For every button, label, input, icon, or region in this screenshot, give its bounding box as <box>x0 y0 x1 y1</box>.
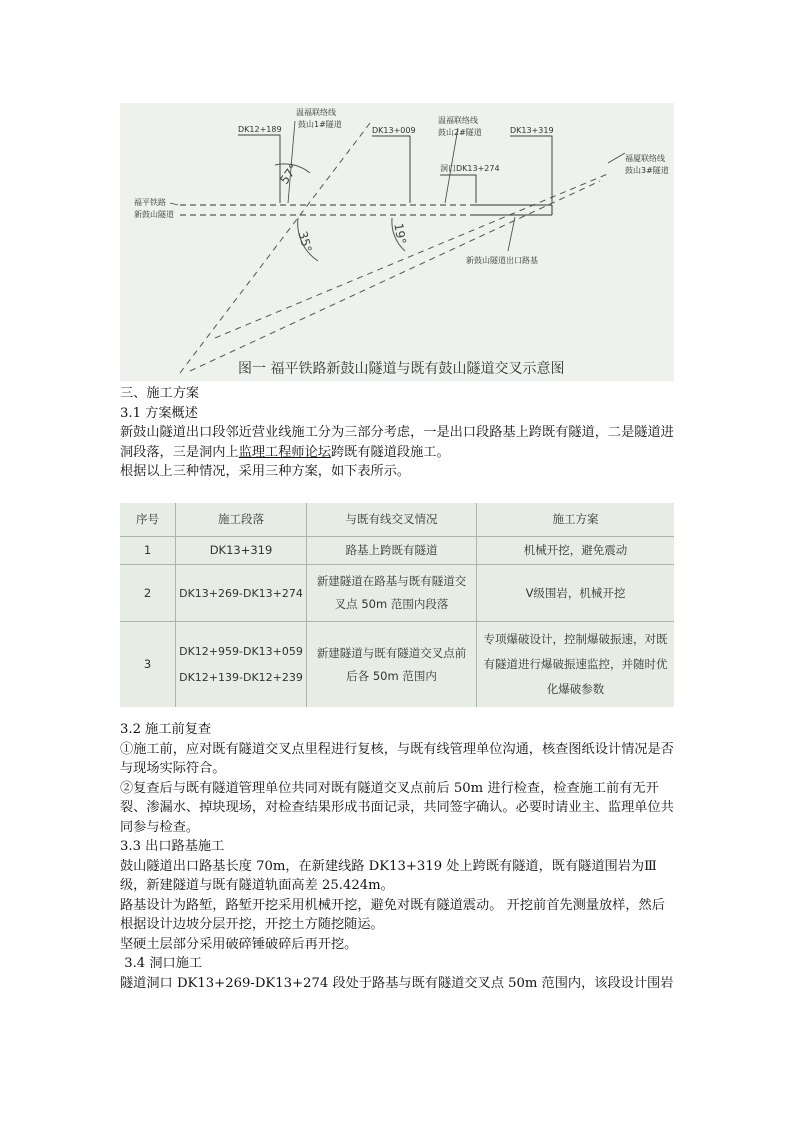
table-row <box>120 537 674 564</box>
label-line-name: 福平铁路 <box>134 198 166 207</box>
label-portal: 洞口DK13+274 <box>440 164 500 173</box>
s31-paragraph-2: 根据以上三种情况，采用三种方案，如下表所示。 <box>120 464 411 479</box>
cell-segment: DK12+959-DK13+059 DK12+139-DK12+239 <box>179 644 303 684</box>
s32-paragraph-1: ①施工前，应对既有隧道交叉点里程进行复核，与既有线管理单位沟通，核查图纸设计情况是否与现场实际符合。 <box>120 741 674 776</box>
cell-plan: 专项爆破设计，控制爆破振速，对既有隧道进行爆破振速监控，并随时优化爆破参数 <box>483 632 668 696</box>
s31-title: 3.1 方案概述 <box>120 405 198 421</box>
table-row <box>120 565 674 621</box>
label-angle3: 19° <box>391 222 409 246</box>
rail3-leader <box>608 153 625 163</box>
cell-segment: DK13+319 <box>209 543 273 557</box>
tunnel2-line <box>190 181 600 371</box>
forum-link[interactable]: 监理工程师论坛 <box>238 444 331 460</box>
label-rail3: 福厦联络线 <box>625 154 665 163</box>
s32-paragraph-2: ②复查后与既有隧道管理单位共同对既有隧道交叉点前后 50m 进行检查，检查施工前有无开裂、渗漏水、掉块现场，对检查结果形成书面记录，共同签字确认。必要时请业主、监理单位共同参与检查。 <box>120 780 674 835</box>
figure-caption: 图一 福平铁路新鼓山隧道与既有鼓山隧道交叉示意图 <box>238 361 565 377</box>
cell-plan: 机械开挖，避免震动 <box>523 543 628 557</box>
crossing-diagram <box>120 103 674 381</box>
cell-crossing: 新建隧道在路基与既有隧道交叉点 50m 范围内段落 <box>316 574 467 611</box>
cell-no: 2 <box>143 585 152 600</box>
label-angle2: 35° <box>295 229 315 254</box>
table-row <box>120 622 674 707</box>
header-no: 序号 <box>136 512 159 526</box>
s33-paragraph-2: 路基设计为路堑，路堑开挖采用机械开挖，避免对既有隧道震动。 开挖前首先测量放样，然后根据设计边坡分层开挖，开挖土方随挖随运。 <box>120 897 665 932</box>
s33-paragraph-1: 鼓山隧道出口路基长度 70m，在新建线路 DK13+319 处上跨既有隧道，既有隧道围岩为Ⅲ级，新建隧道与既有隧道轨面高差 25.424m。 <box>120 858 657 893</box>
cell-segment: DK13+269-DK13+274 <box>179 586 303 600</box>
label-tunnel1: 鼓山1#隧道 <box>298 120 342 129</box>
table-header-row <box>120 503 674 536</box>
diagram-svg <box>120 103 674 381</box>
s31-p1-part-b: 跨既有隧道段施工。 <box>331 444 450 460</box>
header-crossing: 与既有线交叉情况 <box>345 512 438 526</box>
s31-paragraph-1 <box>120 423 676 462</box>
header-segment: 施工段落 <box>218 512 264 526</box>
label-rail1: 温福联络线 <box>296 108 336 117</box>
cell-crossing: 新建隧道与既有隧道交叉点前后各 50m 范围内 <box>316 645 467 683</box>
body-sections <box>120 720 676 993</box>
s34-paragraph-1: 隧道洞口 DK13+269-DK13+274 段处于路基与既有隧道交叉点 50m 范围内，该段设计围岩 <box>120 975 674 991</box>
section-heading: 三、施工方案 <box>120 386 200 401</box>
label-rail2: 温福联络线 <box>438 116 478 125</box>
s33-title: 3.3 出口路基施工 <box>120 839 225 854</box>
s32-title: 3.2 施工前复查 <box>120 722 212 737</box>
section-intro <box>120 384 676 482</box>
s33-paragraph-3: 坚硬土层部分采用破碎锤破碎后再开挖。 <box>120 936 358 952</box>
cell-no: 1 <box>143 543 152 557</box>
tunnel1-line <box>180 123 370 373</box>
s34-title: 3.4 洞口施工 <box>120 956 203 971</box>
dk13-009-marker <box>372 136 410 203</box>
plan-table <box>120 503 674 707</box>
dk12-189-marker <box>238 135 280 203</box>
tunnel3-line <box>215 173 610 338</box>
cell-no: 3 <box>143 657 152 671</box>
label-exit-subgrade: 新鼓山隧道出口路基 <box>466 256 538 265</box>
label-tunnel2: 鼓山2#隧道 <box>438 128 482 137</box>
label-new-tunnel: 新鼓山隧道 <box>134 210 174 219</box>
label-dk12-189: DK12+189 <box>238 125 282 134</box>
label-angle1: 57° <box>277 161 301 187</box>
label-dk13-009: DK13+009 <box>372 126 416 135</box>
line-name-leader <box>170 203 178 205</box>
dk13-319-marker <box>510 136 552 203</box>
label-tunnel3: 鼓山3#隧道 <box>625 166 669 175</box>
s31-p1-part-a: 新鼓山隧道出口段邻近营业线施工分为三部分考虑，一是出口段路基上跨既有隧道，二是隧道进洞段落，三是洞内上 <box>120 425 674 460</box>
cell-crossing: 路基上跨既有隧道 <box>345 543 438 557</box>
label-dk13-319: DK13+319 <box>510 126 554 135</box>
header-plan: 施工方案 <box>552 512 599 526</box>
cell-plan: Ⅴ级围岩，机械开挖 <box>525 585 626 600</box>
